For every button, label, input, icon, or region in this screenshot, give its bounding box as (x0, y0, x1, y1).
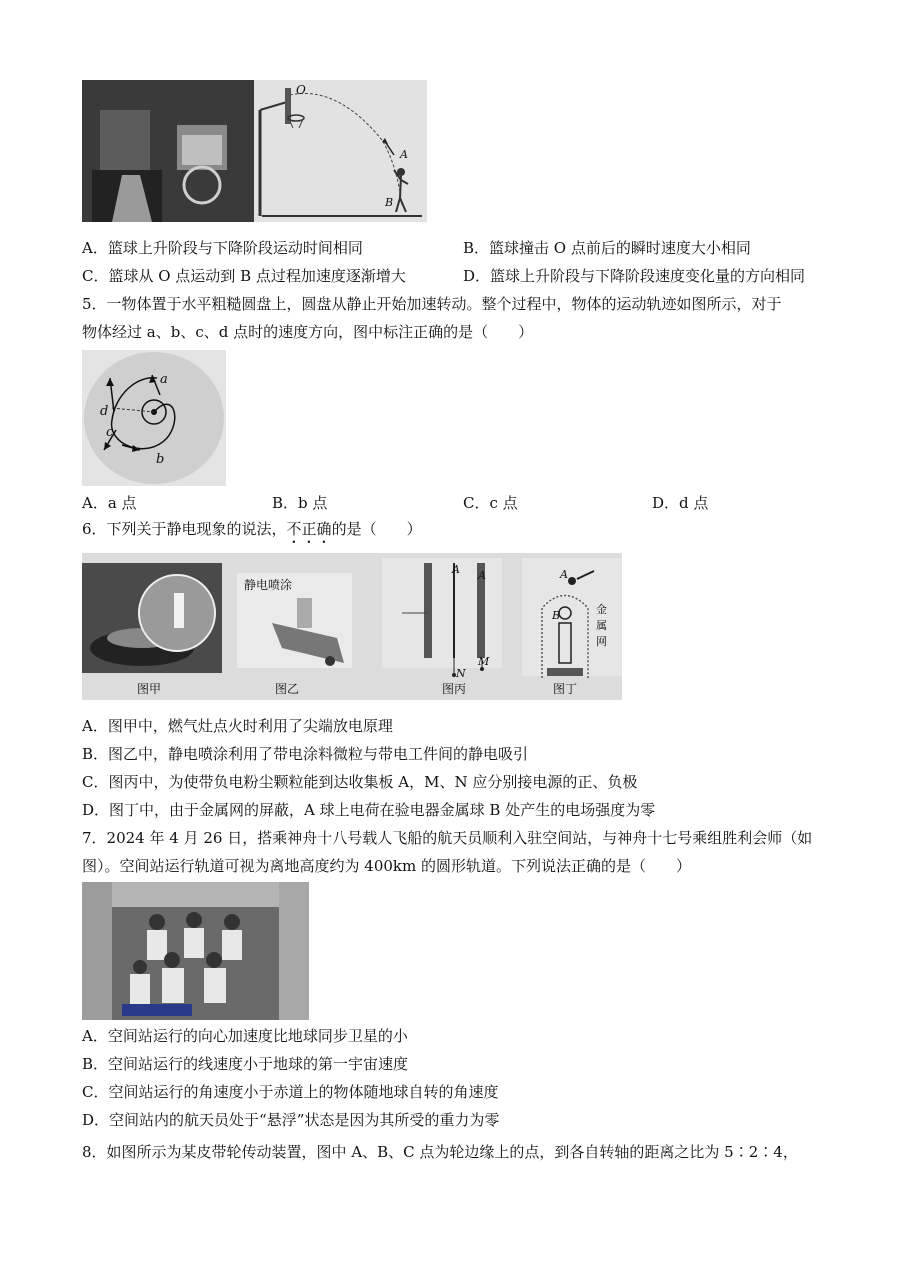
q5-option-a: A．a 点 (82, 494, 137, 512)
q7-stem-line2: 图）。空间站运行轨道可视为离地高度约为 400km 的圆形轨道。下列说法正确的是（ ） (82, 857, 691, 875)
q7-option-a: A．空间站运行的向心加速度比地球同步卫星的小 (82, 1027, 408, 1045)
q6-figure-label-mesh-1: 金 (596, 603, 607, 616)
q6-figure-label-bing: 图丙 (442, 682, 467, 696)
q8-stem-line1: 8．如图所示为某皮带轮传动装置，图中 A、B、C 点为轮边缘上的点，到各自转轴的距离之比为 5∶2∶4， (82, 1143, 798, 1161)
q6-figure-label-a1: A (452, 563, 460, 576)
q6-figure-label-ding-a: A (560, 568, 568, 581)
q7-figure (82, 882, 309, 1020)
q4-option-d: D．篮球上升阶段与下降阶段速度变化量的方向相同 (463, 267, 806, 285)
q6-figure-label-ding-b: B (552, 609, 561, 622)
q6-figure-label-jia: 图甲 (137, 682, 162, 696)
q7-stem-line1: 7．2024 年 4 月 26 日，搭乘神舟十八号载人飞船的航天员顺利入驻空间站，与神舟十七号乘组胜利会师（如 (82, 829, 813, 847)
q6-option-c: C．图丙中，为使带负电粉尘颗粒能到达收集板 A，M、N 应分别接电源的正、负极 (82, 773, 638, 791)
q6-stem-emphasis: 不正确 (286, 520, 332, 538)
q5-stem-line2: 物体经过 a、b、c、d 点时的速度方向，图中标注正确的是（ ） (82, 323, 534, 341)
q4-option-a: A．篮球上升阶段与下降阶段运动时间相同 (82, 239, 363, 257)
q4-figure-label-a: A (400, 148, 408, 161)
q6-option-d: D．图丁中，由于金属网的屏蔽，A 球上电荷在验电器金属球 B 处产生的电场强度为零 (82, 801, 656, 819)
q6-figure-label-mesh-3: 网 (596, 635, 607, 648)
q5-figure-label-b: b (156, 452, 165, 467)
q4-figure-label-o: O (296, 83, 306, 97)
q5-option-c: C．c 点 (463, 494, 518, 512)
q6-figure-label-yi: 图乙 (275, 682, 300, 696)
q4-option-b: B．篮球撞击 O 点前后的瞬时速度大小相同 (463, 239, 751, 257)
q6-figure-label-n: N (456, 667, 466, 680)
q6-figure-label-spray: 静电喷涂 (244, 578, 293, 592)
q6-figure-label-m: M (478, 655, 490, 668)
q5-stem-line1: 5．一物体置于水平粗糙圆盘上，圆盘从静止开始加速转动。整个过程中，物体的运动轨迹如图所示，对于 (82, 295, 782, 313)
q6-figure-label-a2: A (478, 569, 486, 582)
q6-stem (82, 518, 422, 547)
q5-figure (82, 350, 226, 486)
q7-option-c: C．空间站运行的角速度小于赤道上的物体随地球自转的角速度 (82, 1083, 499, 1101)
q4-figure-label-b: B (385, 196, 394, 209)
q6-figure-label-mesh-2: 属 (596, 619, 607, 632)
q5-option-d: D．d 点 (652, 494, 709, 512)
q6-option-a: A．图甲中，燃气灶点火时利用了尖端放电原理 (82, 717, 393, 735)
q6-stem-suffix: 的是（ ） (331, 520, 422, 538)
q6-figure (82, 553, 622, 700)
q6-option-b: B．图乙中，静电喷涂利用了带电涂料微粒与带电工件间的静电吸引 (82, 745, 529, 763)
q5-option-b: B．b 点 (272, 494, 328, 512)
q5-figure-label-c: c (106, 425, 114, 440)
q6-stem-prefix: 6．下列关于静电现象的说法， (82, 520, 287, 538)
q7-option-d: D．空间站内的航天员处于“悬浮”状态是因为其所受的重力为零 (82, 1111, 500, 1129)
q6-figure-label-ding: 图丁 (553, 682, 578, 696)
q5-figure-label-a: a (160, 372, 168, 387)
q4-option-c: C．篮球从 O 点运动到 B 点过程加速度逐渐增大 (82, 267, 406, 285)
q5-figure-label-d: d (100, 404, 109, 419)
q4-figure (82, 80, 427, 222)
q7-option-b: B．空间站运行的线速度小于地球的第一宇宙速度 (82, 1055, 409, 1073)
